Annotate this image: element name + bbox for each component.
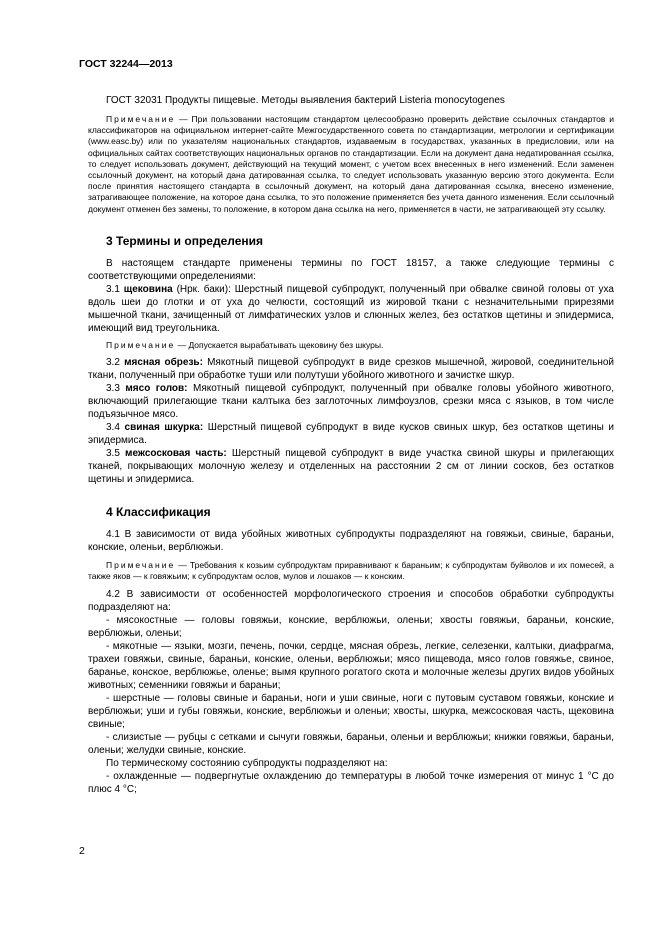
term-number: 3.1 <box>106 283 120 295</box>
term-3-1 <box>88 283 614 335</box>
page-number: 2 <box>79 845 85 857</box>
term-name: мясо голов: <box>125 383 188 395</box>
note-text: — Допускается вырабатывать щековину без шкуры. <box>177 339 384 350</box>
note-shchekovina <box>88 340 614 351</box>
section-3-title: 3 Термины и определения <box>106 233 264 248</box>
reference-line: ГОСТ 32031 Продукты пищевые. Методы выявления бактерий Listeria monocytogenes <box>106 95 505 106</box>
list-item: - охлажденные — подвергнутые охлаждению до температуры в любой точке измерения от минус 1 °С до плюс 4 °С; <box>88 771 614 796</box>
term-3-2 <box>88 356 614 382</box>
term-name: свиная шкурка: <box>124 422 204 434</box>
page-content <box>88 94 614 796</box>
note-species <box>88 560 614 582</box>
list-item: - шерстные — головы свиные и бараньи, ноги и уши свиные, ноги с путовым суставом говяжьи, конские и верблюжьи; уши и губы говяжьи, конские, верблюжьи и оленьи; хвосты, шкурка, межсосковая часть, щековина свиные; <box>88 693 614 731</box>
term-definition: Мякотный пищевой субпродукт в виде срезков мышечной, жировой, соединительной ткани, полученный при обработке туши или полутуши убойного животного и зачистке шкур. <box>88 357 615 382</box>
term-3-4 <box>88 421 614 447</box>
section-4-title: 4 Классификация <box>106 505 211 520</box>
list-item: - мякотные — языки, мозги, печень, почки, сердце, мясная обрезь, легкие, селезенки, калтыки, диафрагма, трахеи говяжьи, свиные, бараньи, конские, оленьи, верблюжьи; мясо пищевода, мясо голов говяжье, свиное, баранье, конское, верблюжье, оленье; вымя крупного рогатого скота и молочные железы других видов убойных животных; семенники говяжьи и бараньи; <box>88 641 614 692</box>
paragraph-4-2: 4.2 В зависимости от особенностей морфологического строения и способов обработки субпродукты подразделяют на: <box>88 589 614 614</box>
paragraph-4-1: 4.1 В зависимости от вида убойных животных субпродукты подразделяют на говяжьи, свиные, бараньи, конские, оленьи, верблюжьи. <box>88 529 614 554</box>
term-definition: Мякотный пищевой субпродукт, полученный при обвалке головы убойного животного, включающий прилегающие ткани калтыка без заглоточных лимфоузлов, срезки мяса с языков, в том числе подъязычное мясо. <box>88 383 614 421</box>
term-number: 3.5 <box>106 448 120 460</box>
term-number: 3.4 <box>106 422 120 434</box>
document-code-header: ГОСТ 32244—2013 <box>79 58 173 70</box>
note-label: Примечание <box>106 114 176 124</box>
term-3-5 <box>88 447 614 486</box>
note-label: Примечание <box>106 339 176 350</box>
note-text: — Требования к козьим субпродуктам приравнивают к бараньим; к субпродуктам буйволов и их помесей, а также яков — к говяжьим; к субпродуктам ослов, мулов и лошаков — к конским. <box>88 560 614 582</box>
note-text: — При пользовании настоящим стандартом целесообразно проверить действие ссылочных стандартов и классификаторов на официальном интернет-сайте Межгосударственного совета по стандартизации, метрологии и сертификации (www.easc.by) или по указателям национальных стандартов, издаваемым в государствах, указанных в предисловии, или на официальных сайтах соответствующих национальных органов по стандартизации. Если на документ дана недатированная ссылка, то следует использовать документ, действующий на текущий момент, с учетом всех внесенных в него изменений. Если заменен ссылочный документ, на который дана датированная ссылка, то следует использовать указанную версию этого документа. Если после принятия настоящего стандарта в ссылочный документ, на который дана датированная ссылка, внесено изменение, затрагивающее положение, на которое дана ссылка, то это положение применяется без учета данного изменения. Если ссылочный документ отменен без замены, то положение, в котором дана ссылка на него, применяется в части, не затрагивающей эту ссылку. <box>88 114 614 214</box>
term-name: щековина <box>123 283 173 295</box>
list-item: - слизистые — рубцы с сетками и сычуги говяжьи, бараньи, оленьи и верблюжьи; книжки говяжьи, бараньи, оленьи; желудки свиные, конские. <box>88 732 614 757</box>
list-item: - мясокостные — головы говяжьи, конские, верблюжьи, оленьи; хвосты говяжьи, бараньи, конские, верблюжьи, оленьи; <box>88 615 614 640</box>
term-3-3 <box>88 382 614 421</box>
note-label: Примечание <box>106 560 176 571</box>
note-references <box>88 114 614 215</box>
section-3-intro: В настоящем стандарте применены термины по ГОСТ 18157, а также следующие термины с соответствующими определениями: <box>88 257 614 282</box>
term-number: 3.2 <box>106 357 120 369</box>
thermal-intro: По термическому состоянию субпродукты подразделяют на: <box>106 758 388 770</box>
term-name: межсосковая часть: <box>125 448 227 460</box>
term-number: 3.3 <box>106 383 120 395</box>
term-definition: Шерстный пищевой субпродукт в виде участка свиной шкуры и прилегающих тканей, покрывающих молочную железу и отделенных на расстоянии 2 см от линии сосков, без остатков щетины и эпидермиса. <box>88 448 614 486</box>
term-definition: Шерстный пищевой субпродукт в виде кусков свиных шкур, без остатков щетины и эпидермиса. <box>88 422 614 447</box>
term-definition: (Нрк. баки): Шерстный пищевой субпродукт, полученный при обвалке свиной головы от уха вдоль шеи до глотки и от уха до челюсти, состоящий из жировой ткани с незначительными прирезями мышечной ткани, зачищенный от лимфатических узлов и слюнных желез, без остатков щетины и эпидермиса, имеющий вид треугольника. <box>88 283 614 334</box>
term-name: мясная обрезь: <box>124 357 203 369</box>
